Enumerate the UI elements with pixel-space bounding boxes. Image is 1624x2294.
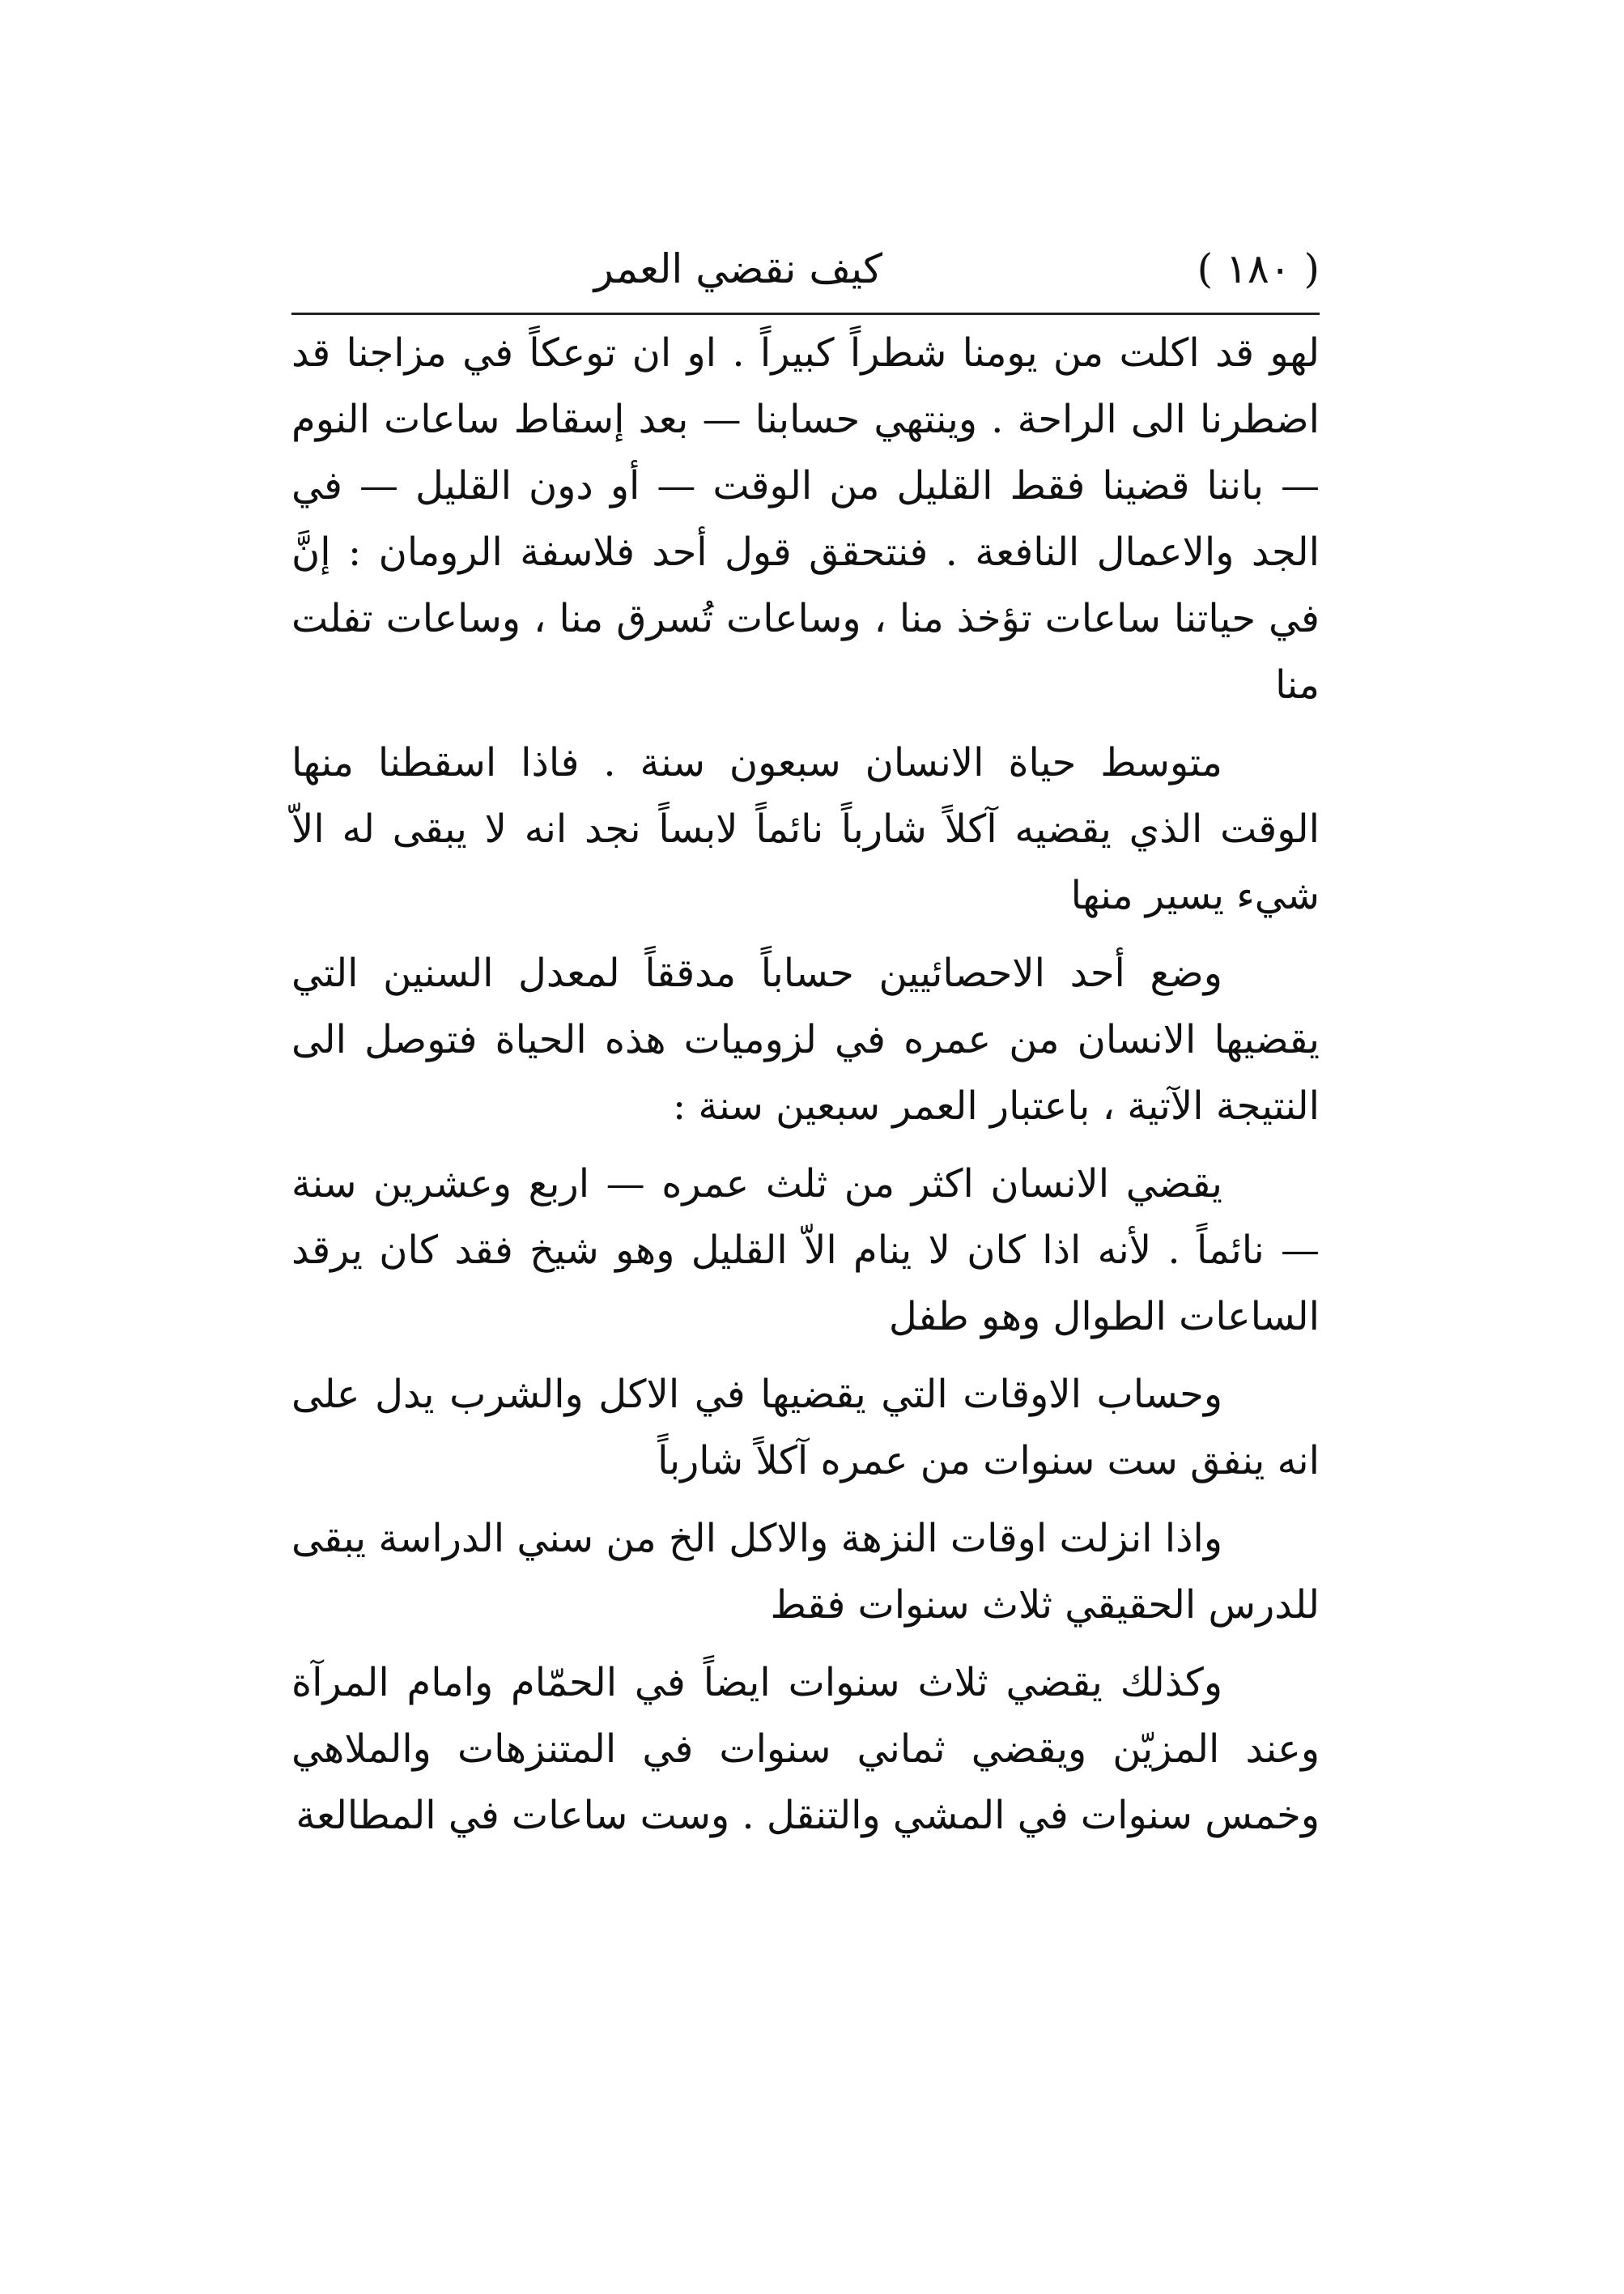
paragraph-sleep: يقضي الانسان اكثر من ثلث عمره — اربع وعشرين سنة — نائماً . لأنه اذا كان لا ينام الاّ القليل وهو شيخ فقد كان يرقد الساعات الطوال وهو طفل [291, 1161, 1320, 1339]
header-rule [291, 313, 1320, 315]
paragraph-average-life: متوسط حياة الانسان سبعون سنة . فاذا اسقطنا منها الوقت الذي يقضيه آكلاً شارباً نائماً لابساً نجد انه لا يبقى له الاّ شيء يسير منها [291, 740, 1320, 918]
paragraph-leisure: وكذلك يقضي ثلاث سنوات ايضاً في الحمّام وامام المرآة وعند المزيّن ويقضي ثماني سنوات في المتنزهات والملاهي وخمس سنوات في المشي والتنقل . وست ساعات في المطالعة [291, 1660, 1320, 1838]
running-title: كيف نقضي العمر [593, 245, 882, 292]
paragraph-eating: وحساب الاوقات التي يقضيها في الاكل والشرب يدل على انه ينفق ست سنوات من عمره آكلاً شارباً [291, 1372, 1320, 1483]
page-number: ( ١٨٠ ) [1197, 245, 1320, 292]
paragraph-statistician: وضع أحد الاحصائيين حساباً مدققاً لمعدل السنين التي يقضيها الانسان من عمره في لزوميات هذه الحياة فتوصل الى النتيجة الآتية ، باعتبار العمر سبعين سنة : [291, 951, 1320, 1129]
paragraph-study: واذا انزلت اوقات النزهة والاكل الخ من سني الدراسة يبقى للدرس الحقيقي ثلاث سنوات فقط [291, 1516, 1320, 1628]
page-header [291, 236, 1320, 301]
paragraph-continuation: لهو قد اكلت من يومنا شطراً كبيراً . او ان توعكاً في مزاجنا قد اضطرنا الى الراحة . وينتهي حسابنا — بعد إسقاط ساعات النوم — باننا قضينا فقط القليل من الوقت — أو دون القليل — في الجد والاعمال النافعة . فنتحقق قول أحد فلاسفة الرومان : إنَّ في حياتنا ساعات تؤخذ منا ، وساعات تُسرق منا ، وساعات تفلت منا [291, 330, 1320, 708]
body-text [291, 320, 1320, 1860]
